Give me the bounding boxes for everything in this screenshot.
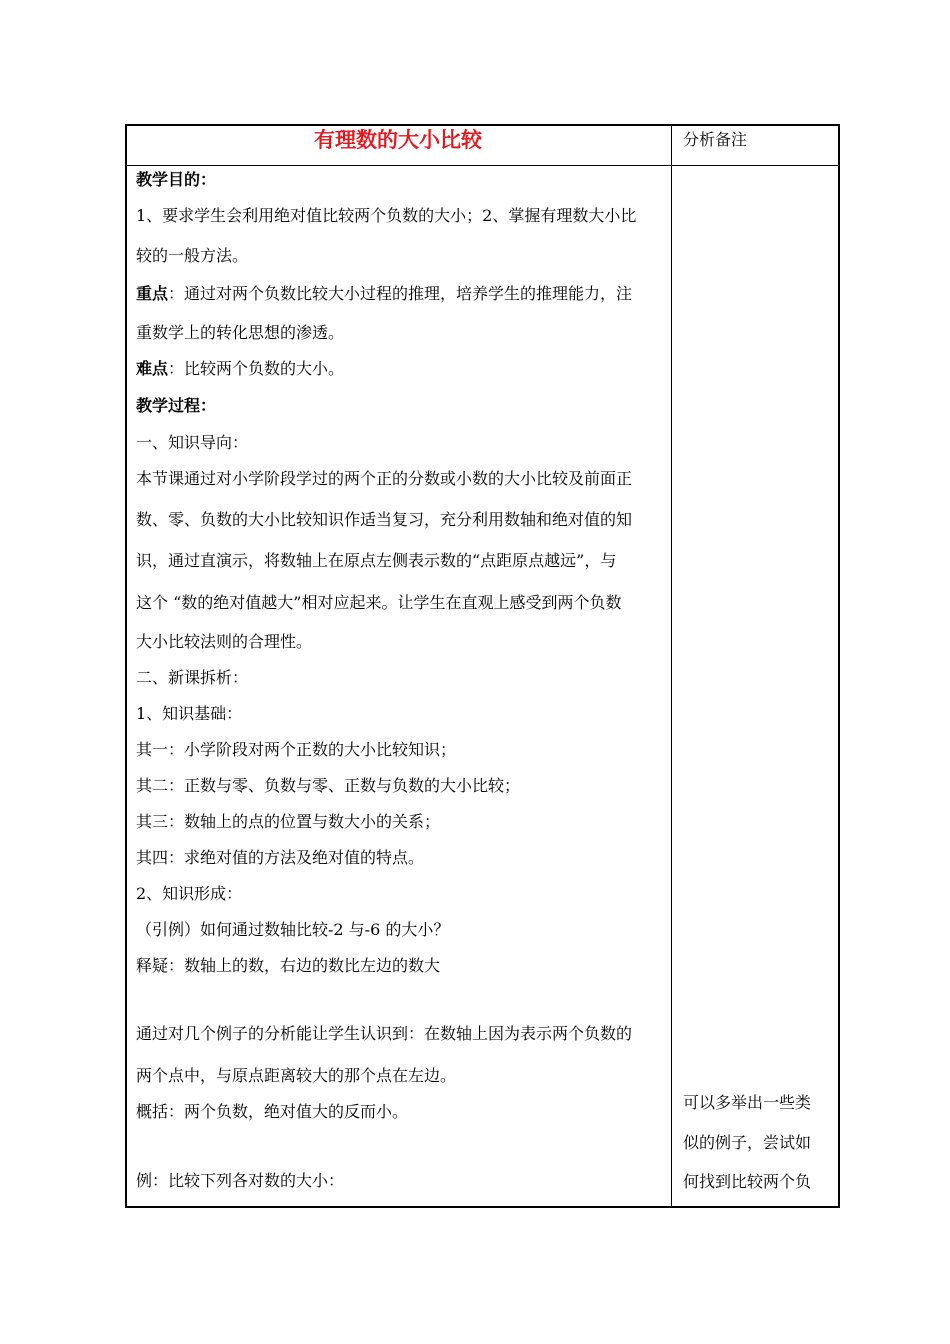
analysis-line-1: 通过对几个例子的分析能让学生认识到：在数轴上因为表示两个负数的 [136, 1024, 633, 1043]
difficulty [136, 358, 344, 380]
document-title: 有理数的大小比较 [314, 127, 482, 152]
section1-line-4: 这个 “数的绝对值越大”相对应起来。让学生在直观上感受到两个负数 [136, 593, 622, 612]
goals-line-2: 较的一般方法。 [136, 246, 249, 265]
section2-item-2: 其二：正数与零、负数与零、正数与负数的大小比较； [136, 776, 521, 795]
explanation: 释疑：数轴上的数，右边的数比左边的数大 [136, 956, 441, 975]
goals-heading: 教学目的： [136, 170, 217, 189]
side-note-line-1: 可以多举出一些类 [683, 1093, 812, 1112]
key-point [136, 283, 632, 305]
section1-line-5: 大小比较法则的合理性。 [136, 632, 313, 651]
goals-line-1: 1、要求学生会利用绝对值比较两个负数的大小；2、掌握有理数大小比 [136, 206, 637, 225]
section2-sub2: 2、知识形成： [136, 884, 243, 903]
column-divider [671, 124, 672, 1208]
analysis-line-2: 两个点中，与原点距离较大的那个点在左边。 [136, 1066, 457, 1085]
section2-item-3: 其三：数轴上的点的位置与数大小的关系； [136, 812, 441, 831]
example-prompt: 例：比较下列各对数的大小： [136, 1171, 345, 1190]
side-column-header: 分析备注 [683, 130, 748, 149]
example-intro: （引例）如何通过数轴比较-2 与-6 的大小？ [136, 920, 450, 939]
section2-item-1: 其一：小学阶段对两个正数的大小比较知识； [136, 740, 457, 759]
section2-sub1: 1、知识基础： [136, 704, 243, 723]
side-note-line-3: 何找到比较两个负 [683, 1172, 812, 1191]
section1-line-2: 数、零、负数的大小比较知识作适当复习，充分利用数轴和绝对值的知 [136, 510, 633, 529]
header-divider [125, 165, 840, 166]
key-point-line-2: 重数学上的转化思想的渗透。 [136, 323, 345, 342]
difficulty-label: 难点 [136, 359, 169, 378]
summary: 概括：两个负数，绝对值大的反而小。 [136, 1102, 409, 1121]
section2-item-4: 其四：求绝对值的方法及绝对值的特点。 [136, 848, 425, 867]
difficulty-text: ：比较两个负数的大小。 [168, 359, 345, 378]
section2-heading: 二、新课拆析： [136, 668, 249, 687]
process-heading: 教学过程： [136, 396, 217, 415]
section1-heading: 一、知识导向： [136, 433, 249, 452]
key-point-label: 重点 [136, 284, 169, 303]
side-note-line-2: 似的例子，尝试如 [683, 1133, 812, 1152]
key-point-text: ：通过对两个负数比较大小过程的推理，培养学生的推理能力，注 [168, 284, 633, 303]
section1-line-3: 识，通过直演示，将数轴上在原点左侧表示数的“点距原点越远”，与 [136, 551, 617, 570]
section1-line-1: 本节课通过对小学阶段学过的两个正的分数或小数的大小比较及前面正 [136, 469, 633, 488]
